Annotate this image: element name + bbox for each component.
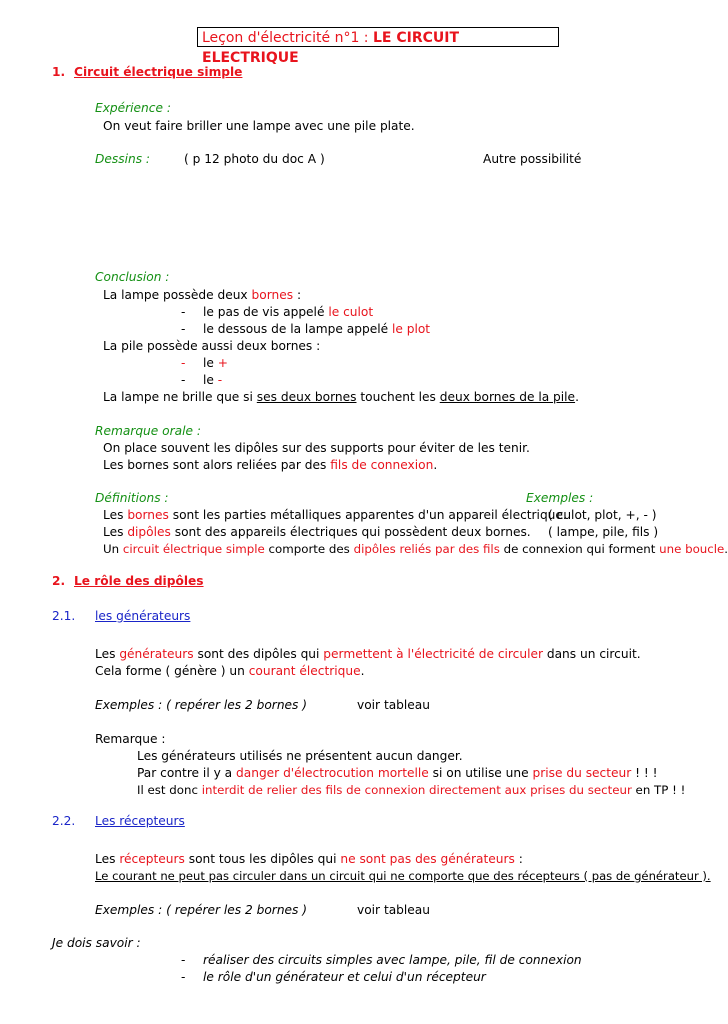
generateurs-remarque-3: Il est donc interdit de relier des fils de connexion directement aux prises du secteur en TP ! !: [137, 783, 686, 797]
section-1-heading: Circuit électrique simple: [74, 65, 243, 79]
dessins-reference: ( p 12 photo du doc A ): [184, 152, 325, 166]
conclusion-item-4: le -: [203, 373, 223, 387]
section-2-heading: Le rôle des dipôles: [74, 574, 204, 588]
section-2-2-heading: Les récepteurs: [95, 814, 185, 828]
generateurs-line-1: Les générateurs sont des dipôles qui permettent à l'électricité de circuler dans un circuit.: [95, 647, 641, 661]
section-2-2-number: 2.2.: [52, 814, 76, 828]
definition-example-1: ( culot, plot, +, - ): [548, 508, 657, 522]
recepteurs-line-2: Le courant ne peut pas circuler dans un circuit qui ne comporte que des récepteurs ( pas de générateur ).: [95, 869, 711, 883]
section-1-number: 1.: [52, 65, 66, 79]
definition-line-3: Un circuit électrique simple comporte des dipôles reliés par des fils de connexion qui forment une boucle.: [103, 542, 728, 556]
bullet-dash: -: [181, 373, 186, 387]
generateurs-remarque-2: Par contre il y a danger d'électrocution mortelle si on utilise une prise du secteur ! ! !: [137, 766, 658, 780]
recepteurs-exemples: Exemples : ( repérer les 2 bornes ): [95, 903, 308, 917]
remarque-line-2: Les bornes sont alors reliées par des fils de connexion.: [103, 458, 438, 472]
section-2-1-number: 2.1.: [52, 609, 76, 623]
dessins-other: Autre possibilité: [483, 152, 582, 166]
savoir-item-1: réaliser des circuits simples avec lampe, pile, fil de connexion: [203, 953, 582, 967]
savoir-item-2: le rôle d'un générateur et celui d'un récepteur: [203, 970, 486, 984]
savoir-label: Je dois savoir :: [52, 936, 141, 950]
recepteurs-voir-tableau: voir tableau: [357, 903, 431, 917]
page-title: [197, 27, 559, 66]
section-2-1-heading: les générateurs: [95, 609, 191, 623]
recepteurs-line-1: Les récepteurs sont tous les dipôles qui ne sont pas des générateurs :: [95, 852, 523, 866]
conclusion-line-2: La pile possède aussi deux bornes :: [103, 339, 321, 353]
definitions-label: Définitions :: [95, 491, 169, 505]
dessins-label: Dessins :: [95, 152, 151, 166]
bullet-dash: -: [181, 305, 186, 319]
bullet-dash: -: [181, 322, 186, 336]
conclusion-item-1: le pas de vis appelé le culot: [203, 305, 374, 319]
definition-line-2: Les dipôles sont des appareils électriques qui possèdent deux bornes.: [103, 525, 531, 539]
conclusion-item-3: le +: [203, 356, 228, 370]
section-2-number: 2.: [52, 574, 66, 588]
bullet-dash: -: [181, 970, 186, 984]
generateurs-voir-tableau: voir tableau: [357, 698, 431, 712]
generateurs-exemples: Exemples : ( repérer les 2 bornes ): [95, 698, 308, 712]
remarque-line-1: On place souvent les dipôles sur des supports pour éviter de les tenir.: [103, 441, 530, 455]
title-main: LE CIRCUIT ELECTRIQUE: [202, 30, 460, 66]
generateurs-remarque-1: Les générateurs utilisés ne présentent aucun danger.: [137, 749, 463, 763]
conclusion-label: Conclusion :: [95, 270, 170, 284]
exemples-label: Exemples :: [526, 491, 594, 505]
title-prefix: Leçon d'électricité n°1 :: [202, 30, 373, 46]
bullet-dash: -: [181, 953, 186, 967]
generateurs-line-2: Cela forme ( génère ) un courant électrique.: [95, 664, 365, 678]
generateurs-remarque-label: Remarque :: [95, 732, 166, 746]
bullet-dash: -: [181, 356, 186, 370]
experience-label: Expérience :: [95, 101, 171, 115]
remarque-orale-label: Remarque orale :: [95, 424, 201, 438]
conclusion-item-2: le dessous de la lampe appelé le plot: [203, 322, 431, 336]
conclusion-line-1: La lampe possède deux bornes :: [103, 288, 302, 302]
conclusion-line-3: La lampe ne brille que si ses deux bornes touchent les deux bornes de la pile.: [103, 390, 579, 404]
experience-text: On veut faire briller une lampe avec une pile plate.: [103, 119, 415, 133]
definition-line-1: Les bornes sont les parties métalliques apparentes d'un appareil électrique.: [103, 508, 567, 522]
definition-example-2: ( lampe, pile, fils ): [548, 525, 659, 539]
